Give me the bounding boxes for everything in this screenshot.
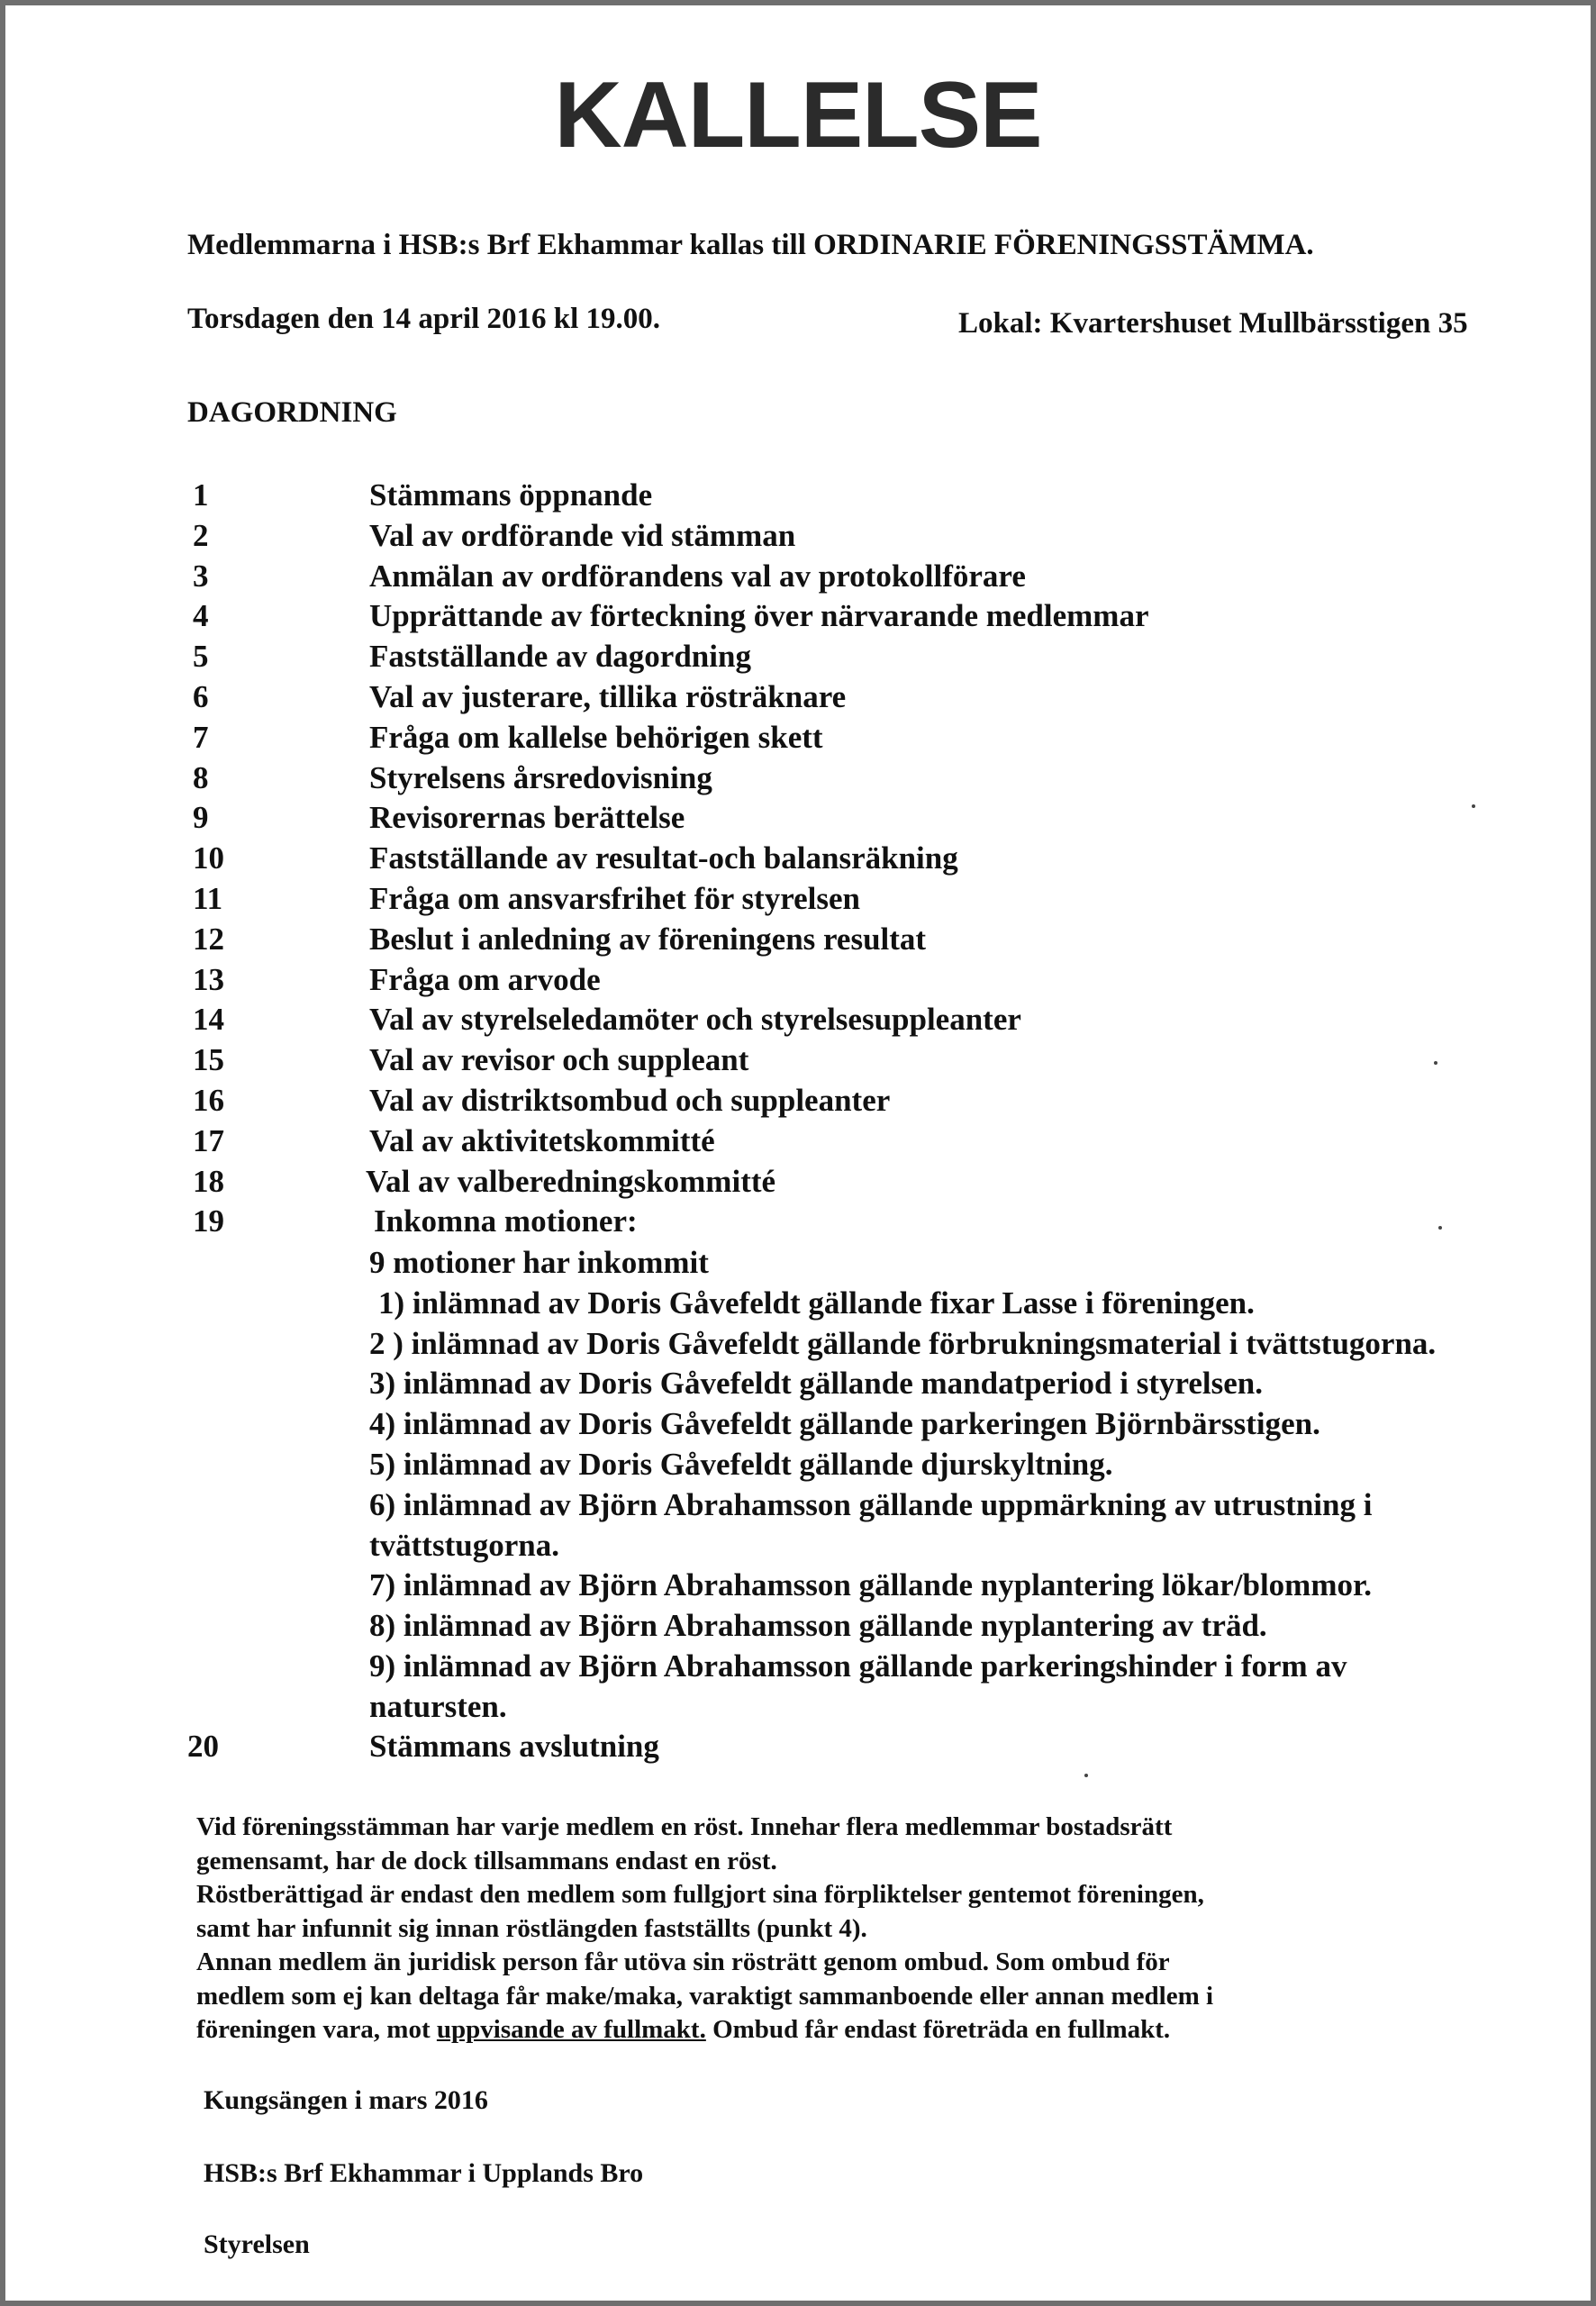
agenda-list bbox=[187, 476, 1574, 1242]
agenda-item-number: 14 bbox=[193, 1002, 224, 1038]
voting-rule-line: Vid föreningsstämman har varje medlem en röst. Innehar flera medlemmar bostadsrätt bbox=[196, 1812, 1173, 1841]
motion-line: 4) inlämnad av Doris Gåvefeldt gällande parkeringen Björnbärsstigen. bbox=[369, 1406, 1320, 1442]
agenda-item bbox=[187, 758, 1574, 799]
agenda-item-text: Fråga om kallelse behörigen skett bbox=[369, 719, 823, 755]
agenda-item-number: 6 bbox=[193, 678, 209, 714]
signature-place-date: Kungsängen i mars 2016 bbox=[204, 2085, 488, 2115]
agenda-item bbox=[187, 557, 1574, 597]
agenda-item bbox=[187, 1202, 1574, 1242]
motion-line: 5) inlämnad av Doris Gåvefeldt gällande djurskyltning. bbox=[369, 1446, 1113, 1482]
agenda-item bbox=[187, 920, 1574, 960]
agenda-item-text: Inkomna motioner: bbox=[374, 1203, 638, 1239]
proxy-rule-start: föreningen vara, mot bbox=[196, 2015, 437, 2044]
agenda-item-text: Beslut i anledning av föreningens resultat bbox=[369, 921, 927, 957]
meeting-venue: Lokal: Kvartershuset Mullbärsstigen 35 bbox=[958, 307, 1468, 340]
agenda-item bbox=[187, 1000, 1574, 1040]
agenda-item-text: Upprättande av förteckning över närvarande medlemmar bbox=[369, 598, 1149, 634]
agenda-item-text: Val av distriktsombud och suppleanter bbox=[369, 1082, 891, 1118]
voting-rule-line bbox=[196, 2013, 1367, 2047]
agenda-item-text: Anmälan av ordförandens val av protokollförare bbox=[369, 558, 1026, 594]
motion-line: tvättstugorna. bbox=[369, 1527, 559, 1563]
agenda-item-number: 13 bbox=[193, 961, 224, 997]
agenda-item-number: 11 bbox=[193, 880, 223, 916]
scan-speck bbox=[1084, 1774, 1088, 1777]
agenda-item bbox=[187, 798, 1574, 839]
agenda-closing bbox=[187, 1727, 1574, 1767]
agenda-item bbox=[187, 718, 1574, 758]
agenda-item-number: 3 bbox=[193, 558, 209, 594]
agenda-item bbox=[187, 960, 1574, 1001]
agenda-item-text: Revisorernas berättelse bbox=[369, 800, 685, 836]
agenda-item bbox=[187, 1081, 1574, 1121]
voting-rule-line: Röstberättigad är endast den medlem som fullgjort sina förpliktelser gentemot föreningen, bbox=[196, 1880, 1204, 1909]
agenda-item-text: Val av aktivitetskommitté bbox=[369, 1122, 715, 1158]
agenda-heading: DAGORDNING bbox=[187, 396, 397, 429]
meeting-date: Torsdagen den 14 april 2016 kl 19.00. bbox=[187, 303, 661, 335]
agenda-item-number: 4 bbox=[193, 598, 209, 634]
agenda-item-number: 1 bbox=[193, 477, 209, 513]
agenda-item bbox=[187, 596, 1574, 637]
meeting-invitation: Medlemmarna i HSB:s Brf Ekhammar kallas till ORDINARIE FÖRENINGSSTÄMMA. bbox=[187, 229, 1314, 261]
agenda-item-number: 10 bbox=[193, 840, 224, 876]
agenda-item bbox=[187, 677, 1574, 718]
agenda-item-text: Val av valberedningskommitté bbox=[366, 1163, 776, 1199]
agenda-item-text: Stämmans öppnande bbox=[369, 477, 653, 513]
scan-speck bbox=[1438, 1226, 1442, 1230]
agenda-item bbox=[187, 1121, 1574, 1162]
voting-rule-line: gemensamt, har de dock tillsammans endast en röst. bbox=[196, 1846, 777, 1875]
agenda-item bbox=[187, 879, 1574, 920]
agenda-item-number: 5 bbox=[193, 639, 209, 675]
agenda-item-text: Val av styrelseledamöter och styrelsesuppleanter bbox=[369, 1002, 1021, 1038]
motion-line: 9) inlämnad av Björn Abrahamsson gällande parkeringshinder i form av bbox=[369, 1648, 1347, 1684]
voting-rule-line: medlem som ej kan deltaga får make/maka, varaktigt sammanboende eller annan medlem i bbox=[196, 1981, 1214, 2011]
proxy-requirement: uppvisande av fullmakt. bbox=[436, 2015, 706, 2044]
agenda-item-text: Fråga om arvode bbox=[369, 961, 601, 997]
scan-speck bbox=[1472, 804, 1475, 808]
motions-list bbox=[369, 1243, 1558, 1728]
agenda-item bbox=[187, 476, 1574, 516]
agenda-item bbox=[187, 516, 1574, 557]
voting-rules bbox=[196, 1811, 1367, 2047]
voting-rule-line: samt har infunnit sig innan röstlängden fastställts (punkt 4). bbox=[196, 1913, 867, 1943]
agenda-item bbox=[187, 1040, 1574, 1081]
signature-board: Styrelsen bbox=[204, 2229, 310, 2259]
agenda-item-number: 8 bbox=[193, 759, 209, 795]
motion-line: 7) inlämnad av Björn Abrahamsson gällande nyplantering lökar/blommor. bbox=[369, 1567, 1373, 1603]
agenda-item-number: 16 bbox=[193, 1082, 224, 1118]
agenda-item bbox=[187, 839, 1574, 879]
agenda-item bbox=[187, 637, 1574, 677]
agenda-item-number: 2 bbox=[193, 517, 209, 553]
voting-rule-line: Annan medlem än juridisk person får utöva sin rösträtt genom ombud. Som ombud för bbox=[196, 1947, 1170, 1976]
agenda-item-text: Fastställande av dagordning bbox=[369, 639, 751, 675]
agenda-item-number: 9 bbox=[193, 800, 209, 836]
agenda-item-text: Stämmans avslutning bbox=[369, 1729, 659, 1764]
motion-line: 1) inlämnad av Doris Gåvefeldt gällande fixar Lasse i föreningen. bbox=[378, 1285, 1255, 1321]
document-title: KALLELSE bbox=[554, 63, 1042, 168]
agenda-item-number: 19 bbox=[193, 1203, 224, 1239]
agenda-item-number: 18 bbox=[193, 1163, 224, 1199]
scan-speck bbox=[1434, 1061, 1437, 1065]
agenda-item bbox=[187, 1727, 1574, 1767]
agenda-item-number: 12 bbox=[193, 921, 224, 957]
proxy-rule-end: Ombud får endast företräda en fullmakt. bbox=[705, 2015, 1171, 2044]
agenda-item-text: Val av revisor och suppleant bbox=[369, 1042, 749, 1078]
motion-line: 2 ) inlämnad av Doris Gåvefeldt gällande förbrukningsmaterial i tvättstugorna. bbox=[369, 1325, 1437, 1361]
agenda-item-number: 15 bbox=[193, 1042, 224, 1078]
agenda-item-text: Val av justerare, tillika rösträknare bbox=[369, 678, 847, 714]
motion-line: 3) inlämnad av Doris Gåvefeldt gällande mandatperiod i styrelsen. bbox=[369, 1366, 1264, 1402]
motion-line: 8) inlämnad av Björn Abrahamsson gällande nyplantering av träd. bbox=[369, 1608, 1267, 1644]
motion-line: natursten. bbox=[369, 1688, 507, 1724]
signature-organization: HSB:s Brf Ekhammar i Upplands Bro bbox=[204, 2158, 644, 2188]
agenda-item-text: Fastställande av resultat-och balansräkning bbox=[369, 840, 958, 876]
agenda-item-number: 17 bbox=[193, 1122, 224, 1158]
agenda-item bbox=[187, 1162, 1574, 1203]
agenda-item-text: Styrelsens årsredovisning bbox=[369, 759, 712, 795]
agenda-item-number: 7 bbox=[193, 719, 209, 755]
agenda-item-text: Fråga om ansvarsfrihet för styrelsen bbox=[369, 880, 860, 916]
motion-line: 6) inlämnad av Björn Abrahamsson gällande uppmärkning av utrustning i bbox=[369, 1486, 1373, 1522]
agenda-item-text: Val av ordförande vid stämman bbox=[369, 517, 796, 553]
agenda-item-number: 20 bbox=[187, 1729, 219, 1764]
motions-summary: 9 motioner har inkommit bbox=[369, 1245, 709, 1280]
